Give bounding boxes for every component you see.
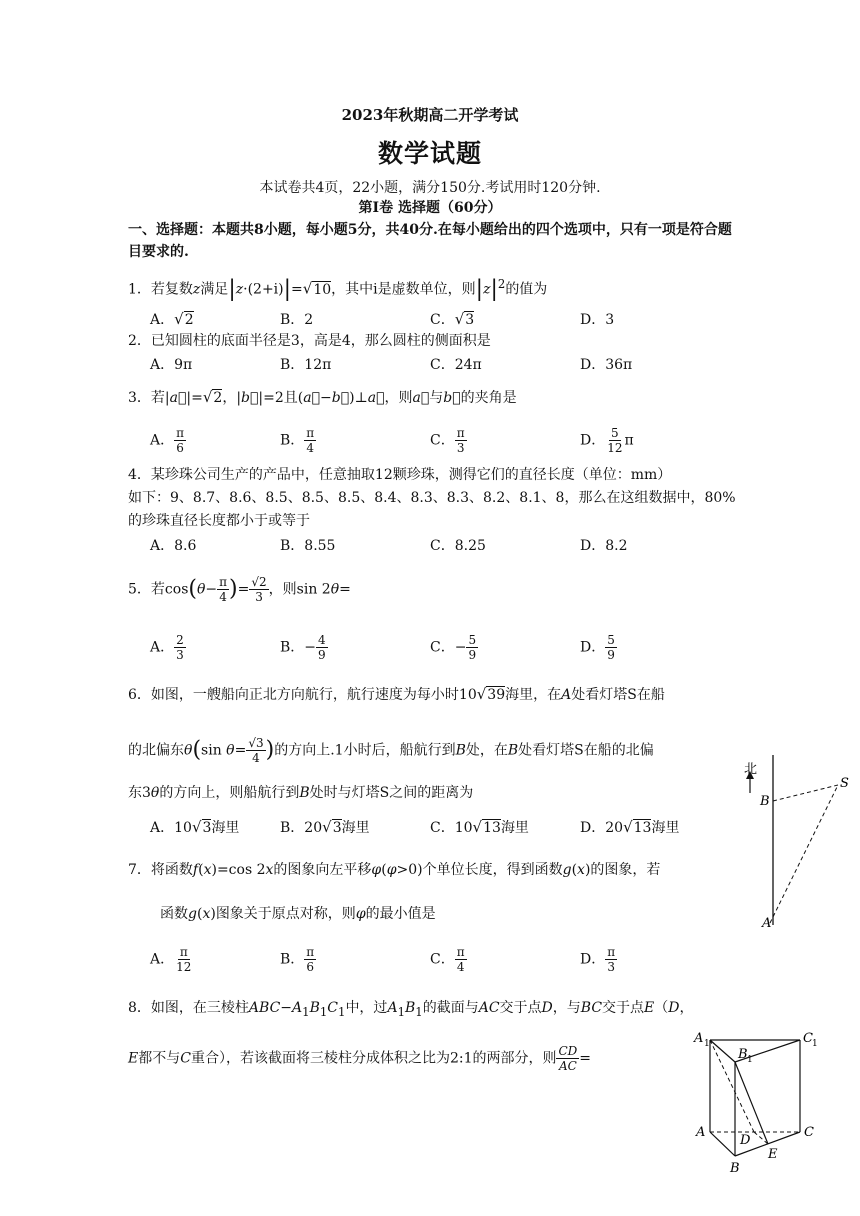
q1-mid2: ，其中i是虚数单位，则 <box>331 281 476 298</box>
label-d: D <box>740 1133 751 1148</box>
q4-option-b[interactable]: B．8.55 <box>280 538 336 554</box>
question-8-line-1: 8．如图，在三棱柱$ABC-A_1B_1C_1$中，过$A_1B_1$的截面与AC交于点D，与BC交于点E（D， <box>128 1000 694 1019</box>
q3-prefix: 3．若 <box>128 390 165 406</box>
north-label: 北 <box>744 762 758 777</box>
q6-option-c[interactable]: C．10√13海里 <box>430 818 529 836</box>
q5-option-c[interactable]: C．− $\frac{5}{9}$ <box>430 633 477 662</box>
q1-option-c[interactable]: C．√3 <box>430 310 475 328</box>
part-heading: 第Ⅰ卷 选择题（60分） <box>358 200 502 216</box>
question-4-line-2: 如下：9、8.7、8.6、8.5、8.5、8.5、8.4、8.3、8.3、8.2、8.1、8，那么在这组数据中，80% <box>128 490 736 506</box>
q8-prism-figure <box>690 1028 830 1180</box>
q5-prefix: 5．若 <box>128 581 165 598</box>
subject-title: 数学试题 <box>377 139 482 168</box>
question-7-line-1: 7．将函数f(x)=cos 2x的图象向左平移φ(φ>0)个单位长度，得到函数g(x)的图象，若 <box>128 862 661 878</box>
question-6-line-2: 的北偏东θ(sin θ= $\frac{√3}{4}$ )的方向上.1小时后，船航行到B处，在B处看灯塔S在船的北偏 <box>128 736 654 765</box>
q1-option-a[interactable]: A．√2 <box>150 310 194 328</box>
q1-prefix: 1．若复数 <box>128 281 193 298</box>
q4-option-c[interactable]: C．8.25 <box>430 538 486 554</box>
q3-option-d[interactable]: D． $\frac{5}{12}$ π <box>580 426 634 455</box>
q2-option-c[interactable]: C．24π <box>430 357 482 373</box>
exam-intro: 本试卷共4页，22小题，满分150分.考试用时120分钟. <box>259 180 601 196</box>
label-b: B <box>730 1161 740 1176</box>
question-2: 2．已知圆柱的底面半径是3，高是4，那么圆柱的侧面积是 <box>128 333 491 349</box>
q4-option-d[interactable]: D．8.2 <box>580 538 628 554</box>
label-c: C <box>804 1125 814 1140</box>
q7-option-c[interactable]: C． $\frac{\pi}{4}$ <box>430 945 465 974</box>
q5-suffix: ，则 <box>268 581 297 598</box>
q3-tail: 的夹角是 <box>460 390 517 406</box>
q3-option-a[interactable]: A． $\frac{\pi}{6}$ <box>150 426 185 455</box>
svg-text:1: 1 <box>747 1055 753 1065</box>
question-7-line-2: 函数g(x)图象关于原点对称，则φ的最小值是 <box>160 906 436 922</box>
q6-option-d[interactable]: D．20√13海里 <box>580 818 680 836</box>
question-5: 5．若cos(θ− $\frac{\pi}{4}$ )= $\frac{√2}{3}$ ，则sin 2θ= <box>128 575 351 604</box>
point-s-label: S <box>840 776 849 791</box>
q7-option-a[interactable]: A． $\frac{\pi}{12}$ <box>150 945 192 974</box>
label-a: A <box>696 1125 706 1140</box>
q3-option-c[interactable]: C． $\frac{\pi}{3}$ <box>430 426 465 455</box>
svg-text:1: 1 <box>812 1039 818 1049</box>
point-b-label: B <box>760 794 770 809</box>
q6-option-b[interactable]: B．20√3海里 <box>280 818 370 836</box>
q1-option-d[interactable]: D．3 <box>580 312 615 328</box>
question-8-line-2: E都不与C重合），若该截面将三棱柱分成体积之比为2:1的两部分，则 $\frac{CD}{AC}$ = <box>128 1044 592 1073</box>
q3-option-b[interactable]: B． $\frac{\pi}{4}$ <box>280 426 315 455</box>
q1-option-b[interactable]: B．2 <box>280 312 314 328</box>
b-to-s-line <box>773 785 838 801</box>
question-4-line-1: 4．某珍珠公司生产的产品中，任意抽取12颗珍珠，测得它们的直径长度（单位：mm） <box>128 467 672 483</box>
q4-option-a[interactable]: A．8.6 <box>150 538 197 554</box>
q3-suffix: ，则 <box>384 390 413 406</box>
exam-title: 2023年秋期高二开学考试 <box>341 106 519 124</box>
question-4-line-3: 的珍珠直径长度都小于或等于 <box>128 513 310 529</box>
question-3: 3．若|a⃗|=√2，|b⃗|=2且(a⃗−b⃗)⊥a⃗，则a⃗与b⃗的夹角是 <box>128 388 517 406</box>
q1-mid1: 满足 <box>200 281 229 298</box>
label-a1: A <box>694 1031 704 1046</box>
q5-option-b[interactable]: B．− $\frac{4}{9}$ <box>280 633 326 662</box>
q2-option-d[interactable]: D．36π <box>580 357 633 373</box>
point-a-label: A <box>762 916 772 931</box>
section-heading: 一、选择题：本题共8小题，每小题5分，共40分.在每小题给出的四个选项中，只有一项是符合题目要求的. <box>128 222 732 260</box>
a-to-s-line <box>770 785 838 923</box>
label-b1: B <box>738 1047 748 1062</box>
label-e: E <box>768 1147 778 1162</box>
q5-option-a[interactable]: A． $\frac{2}{3}$ <box>150 633 184 662</box>
q2-option-b[interactable]: B．12π <box>280 357 332 373</box>
q2-option-a[interactable]: A．9π <box>150 357 193 373</box>
q6-option-a[interactable]: A．10√3海里 <box>150 818 240 836</box>
q5-option-d[interactable]: D． $\frac{5}{9}$ <box>580 633 615 662</box>
q6-figure <box>730 755 860 935</box>
q7-option-d[interactable]: D． $\frac{\pi}{3}$ <box>580 945 616 974</box>
svg-text:1: 1 <box>704 1039 710 1049</box>
label-c1: C <box>803 1031 813 1046</box>
q1-suffix: 的值为 <box>505 281 548 298</box>
q3-mid: 且 <box>283 390 298 406</box>
question-1: 1．若复数z满足|z·(2+i)|=√10，其中i是虚数单位，则$|z|^2$的值为 <box>128 276 548 302</box>
question-6-line-1: 6．如图，一艘船向正北方向航行，航行速度为每小时10√39海里，在A处看灯塔S在船 <box>128 685 665 703</box>
question-6-line-3: 东3θ的方向上，则船航行到B处时与灯塔S之间的距离为 <box>128 785 474 801</box>
q7-option-b[interactable]: B． $\frac{\pi}{6}$ <box>280 945 315 974</box>
